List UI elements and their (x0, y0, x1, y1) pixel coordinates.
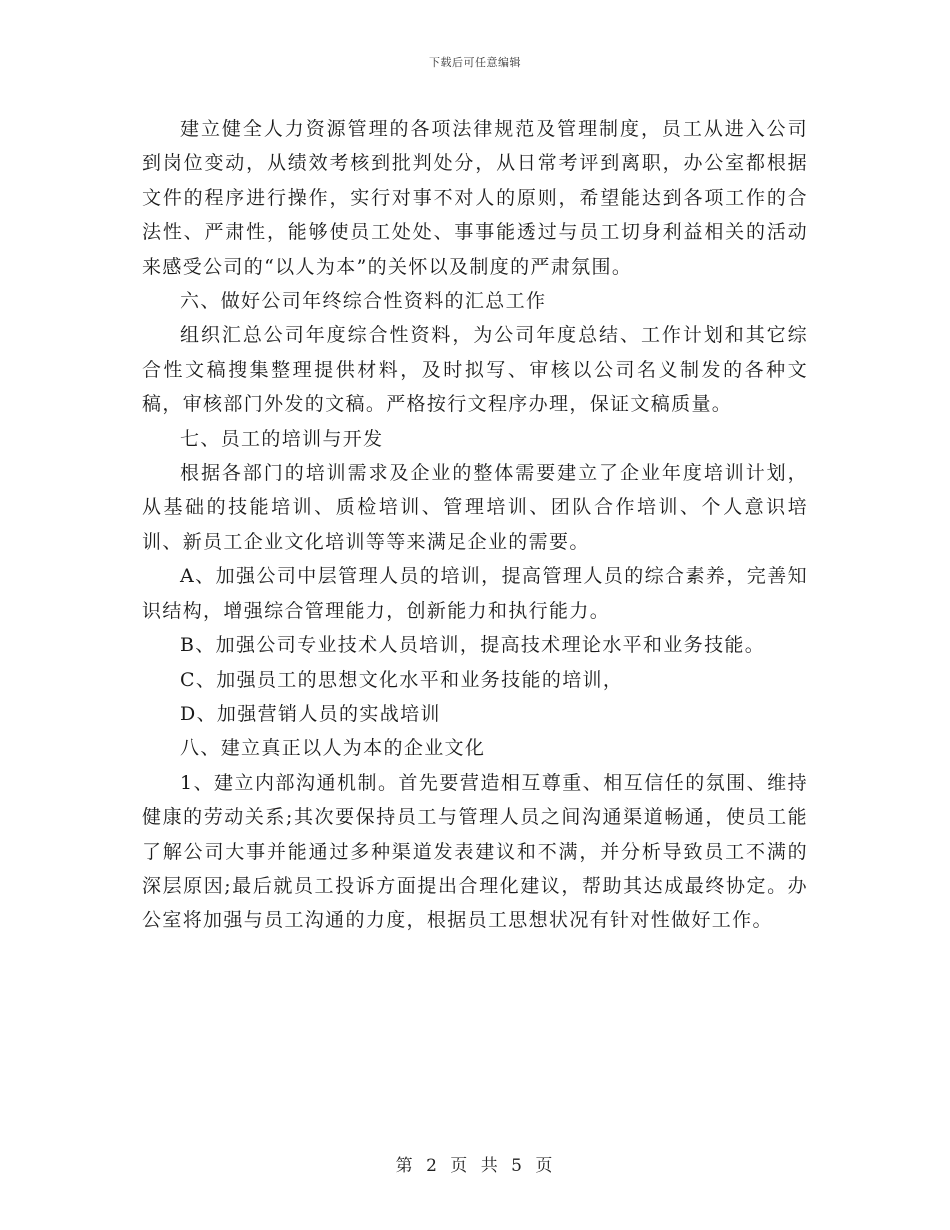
paragraph-annual-materials: 组织汇总公司年度综合性资料，为公司年度总结、工作计划和其它综合性文稿搜集整理提供材料，及时拟写、审核以公司名义制发的各种文稿，审核部门外发的文稿。严格按行文程序办理，保证文稿质量。 (142, 324, 808, 416)
document-body (142, 112, 808, 938)
paragraph-training-plan: 根据各部门的培训需求及企业的整体需要建立了企业年度培训计划，从基础的技能培训、质检培训、管理培训、团队合作培训、个人意识培训、新员工企业文化培训等等来满足企业的需要。 (142, 462, 808, 553)
list-item-c: C、加强员工的思想文化水平和业务技能的培训， (180, 668, 624, 691)
section-heading-8: 八、建立真正以人为本的企业文化 (180, 737, 486, 760)
list-item-d: D、加强营销人员的实战培训 (180, 702, 441, 725)
section-heading-7: 七、员工的培训与开发 (180, 427, 384, 450)
page-number-footer: 第 2 页 共 5 页 (395, 1156, 555, 1176)
section-heading-6: 六、做好公司年终综合性资料的汇总工作 (180, 290, 547, 313)
page-header-note: 下载后可任意编辑 (429, 56, 521, 69)
paragraph-hr-system: 建立健全人力资源管理的各项法律规范及管理制度，员工从进入公司到岗位变动，从绩效考核到批判处分，从日常考评到离职，办公室都根据文件的程序进行操作，实行对事不对人的原则，希望能达到各项工作的合法性、严肃性，能够使员工处处、事事能透过与员工切身利益相关的活动来感受公司的“以人为本”的关怀以及制度的严肃氛围。 (142, 118, 808, 278)
paragraph-communication: 1、建立内部沟通机制。首先要营造相互尊重、相互信任的氛围、维持健康的劳动关系;其次要保持员工与管理人员之间沟通渠道畅通，使员工能了解公司大事并能通过多种渠道发表建议和不满，并分析导致员工不满的深层原因;最后就员工投诉方面提出合理化建议，帮助其达成最终协定。办公室将加强与员工沟通的力度，根据员工思想状况有针对性做好工作。 (142, 771, 808, 932)
list-item-b: B、加强公司专业技术人员培训，提高技术理论水平和业务技能。 (180, 634, 766, 657)
list-item-a: A、加强公司中层管理人员的培训，提高管理人员的综合素养，完善知识结构，增强综合管理能力，创新能力和执行能力。 (142, 565, 808, 622)
